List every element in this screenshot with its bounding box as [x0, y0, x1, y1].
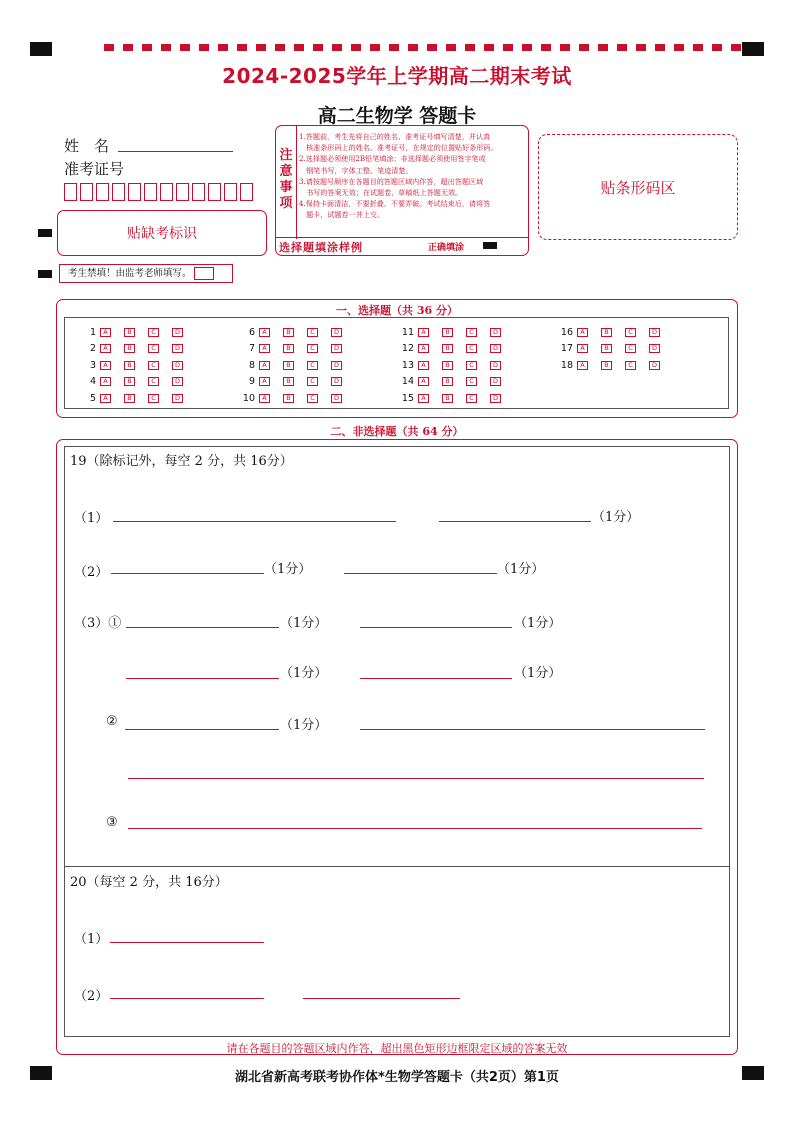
mcq-option-b[interactable]: B [283, 361, 294, 370]
mcq-option-a[interactable]: A [577, 328, 588, 337]
mcq-option-d[interactable]: D [331, 394, 342, 403]
points-label: （1分） [514, 616, 562, 631]
mcq-option-d[interactable]: D [490, 394, 501, 403]
answer-line[interactable] [128, 778, 704, 779]
answer-sheet-title: 高二生物学 答题卡 [317, 105, 477, 127]
exam-id-digit-box[interactable] [160, 183, 173, 201]
mcq-option-a[interactable]: A [259, 328, 270, 337]
mcq-option-b[interactable]: B [283, 377, 294, 386]
exam-title: 2024-2025学年上学期高二期末考试 [222, 64, 572, 88]
correct-fill-sample [483, 242, 497, 249]
answer-line[interactable] [439, 521, 591, 522]
mcq-question-number: 14 [401, 376, 414, 387]
mcq-option-b[interactable]: B [601, 328, 612, 337]
mcq-option-d[interactable]: D [490, 328, 501, 337]
mcq-option-d[interactable]: D [331, 377, 342, 386]
answer-line[interactable] [360, 729, 705, 730]
absent-sticker-area: 贴缺考标识 [57, 210, 267, 256]
answer-line[interactable] [111, 573, 264, 574]
mcq-option-d[interactable]: D [331, 328, 342, 337]
notice-item: 4.保持卡面清洁，不要折叠、不要弄破。考试结束后，请将答 [299, 199, 491, 209]
mcq-option-b[interactable]: B [124, 394, 135, 403]
mcq-option-c[interactable]: C [466, 344, 477, 353]
fill-sample-row [276, 237, 528, 255]
mcq-question-number: 15 [401, 392, 414, 404]
mcq-option-b[interactable]: B [601, 361, 612, 370]
mcq-option-a[interactable]: A [259, 377, 270, 386]
mcq-question-number: 12 [401, 343, 414, 354]
mcq-option-d[interactable]: D [490, 344, 501, 353]
mcq-question-number: 17 [560, 343, 573, 354]
mcq-option-d[interactable]: D [172, 394, 183, 403]
exam-id-digit-box[interactable] [144, 183, 157, 201]
mcq-option-c[interactable]: C [148, 328, 159, 337]
exam-id-digit-box[interactable] [208, 183, 221, 201]
mcq-option-b[interactable]: B [124, 328, 135, 337]
mcq-option-b[interactable]: B [124, 361, 135, 370]
barcode-area: 贴条形码区 [538, 134, 738, 240]
q19-part2-label: （2） [74, 565, 109, 580]
mcq-row [388, 393, 514, 403]
page-footer: 湖北省新高考联考协作体*生物学答题卡（共2页）第1页 [235, 1070, 559, 1085]
mcq-option-c[interactable]: C [466, 377, 477, 386]
mcq-option-b[interactable]: B [442, 394, 453, 403]
answer-line[interactable] [344, 573, 497, 574]
notice-item: 核准条形码上的姓名、准考证号，在规定的位置贴好条形码。 [299, 143, 498, 153]
mcq-row [388, 360, 514, 370]
mcq-question-number: 5 [89, 392, 96, 404]
name-label: 姓 名 [64, 137, 110, 155]
fill-sample-label: 选择题填涂样例 [279, 241, 363, 254]
mcq-option-c[interactable]: C [625, 344, 636, 353]
mcq-question-number: 1 [89, 326, 96, 338]
mcq-question-number: 6 [248, 326, 255, 338]
timing-track [104, 44, 744, 51]
mcq-option-c[interactable]: C [307, 344, 318, 353]
mcq-row [229, 327, 355, 337]
mcq-option-c[interactable]: C [148, 361, 159, 370]
question-20-panel [64, 866, 730, 1037]
mcq-option-d[interactable]: D [649, 328, 660, 337]
exam-id-label: 准考证号 [64, 160, 125, 178]
mcq-option-d[interactable]: D [490, 377, 501, 386]
mcq-option-c[interactable]: C [466, 394, 477, 403]
mcq-row [70, 377, 196, 387]
notice-item: 题卡，试题卷一并上交。 [299, 210, 385, 220]
notice-item: 2.选择题必须使用2B铅笔填涂；非选择题必须使用签字笔或 [299, 154, 486, 164]
mcq-option-a[interactable]: A [259, 361, 270, 370]
notice-item: 3.请按题号顺序在各题目的答题区域内作答，超出答题区域 [299, 176, 484, 186]
mcq-row [229, 377, 355, 387]
q20-part1-label: （1） [74, 932, 109, 947]
side-marker-1 [38, 229, 52, 237]
q19-part3b-label: ② [106, 714, 118, 729]
notice-heading: 注 意 事 项 [276, 126, 297, 239]
answer-line[interactable] [126, 627, 279, 628]
mcq-question-number: 7 [248, 343, 255, 354]
mcq-row [547, 327, 673, 337]
mcq-option-a[interactable]: A [100, 344, 111, 353]
mcq-option-a[interactable]: A [259, 344, 270, 353]
mcq-question-number: 16 [560, 326, 573, 338]
mcq-option-d[interactable]: D [172, 328, 183, 337]
notice-item: 1.答题前，考生先将自己的姓名、准考证号填写清楚，并认真 [299, 132, 491, 141]
mcq-row [388, 327, 514, 337]
exam-id-digit-box[interactable] [128, 183, 141, 201]
answer-line[interactable] [125, 729, 279, 730]
mcq-row [70, 393, 196, 403]
mcq-option-c[interactable]: C [307, 328, 318, 337]
notice-item: 钢笔书写，字体工整、笔迹清楚。 [299, 165, 413, 175]
mcq-question-number: 2 [89, 343, 96, 354]
points-label: （1分） [280, 616, 328, 631]
points-label: （1分） [280, 666, 328, 681]
answer-line[interactable] [110, 998, 264, 999]
points-label: （1分） [280, 718, 328, 733]
side-marker-2 [38, 270, 52, 278]
exam-id-digit-box[interactable] [240, 183, 253, 201]
exam-id-digit-box[interactable] [224, 183, 237, 201]
mcq-question-number: 8 [248, 359, 255, 371]
mcq-option-b[interactable]: B [442, 377, 453, 386]
notice-item: 书写的答案无效；在试题卷、草稿纸上答题无效。 [299, 188, 463, 198]
mcq-option-a[interactable]: A [100, 377, 111, 386]
mcq-row [229, 393, 355, 403]
mcq-option-d[interactable]: D [172, 361, 183, 370]
mcq-question-number: 9 [248, 376, 255, 387]
mcq-option-d[interactable]: D [490, 361, 501, 370]
q19-part3-label: （3）① [74, 616, 122, 631]
mcq-option-d[interactable]: D [331, 344, 342, 353]
notice-box [275, 125, 529, 256]
mcq-option-b[interactable]: B [442, 344, 453, 353]
answer-area-warning: 请在各题目的答题区域内作答，超出黑色矩形边框限定区域的答案无效 [226, 1042, 568, 1055]
mcq-row [388, 377, 514, 387]
name-field[interactable] [118, 151, 233, 152]
mcq-option-a[interactable]: A [577, 361, 588, 370]
mcq-option-b[interactable]: B [442, 328, 453, 337]
mcq-option-a[interactable]: A [100, 361, 111, 370]
mcq-option-c[interactable]: C [466, 361, 477, 370]
corner-marker-top-right [742, 42, 764, 56]
mcq-option-b[interactable]: B [283, 344, 294, 353]
mcq-option-c[interactable]: C [625, 361, 636, 370]
mcq-row [388, 344, 514, 354]
mcq-option-c[interactable]: C [307, 394, 318, 403]
mcq-option-a[interactable]: A [100, 394, 111, 403]
proctor-mark-box[interactable] [194, 267, 214, 280]
mcq-option-a[interactable]: A [418, 377, 429, 386]
mcq-option-c[interactable]: C [307, 377, 318, 386]
mcq-question-number: 4 [89, 376, 96, 387]
answer-line[interactable] [303, 998, 460, 999]
points-label: （1分） [264, 562, 312, 577]
mcq-question-number: 13 [401, 359, 414, 371]
q19-part1-label: （1） [74, 511, 109, 526]
mcq-option-a[interactable]: A [418, 328, 429, 337]
mcq-row [547, 344, 673, 354]
exam-id-digit-box[interactable] [192, 183, 205, 201]
exam-id-boxes[interactable] [64, 183, 256, 201]
q20-part2-label: （2） [74, 989, 109, 1004]
mcq-question-number: 11 [401, 326, 414, 338]
correct-fill-label: 正确填涂 [428, 243, 465, 253]
exam-id-digit-box[interactable] [112, 183, 125, 201]
mcq-option-d[interactable]: D [649, 344, 660, 353]
points-label: （1分） [592, 510, 640, 525]
answer-line[interactable] [126, 678, 279, 679]
points-label: （1分） [514, 666, 562, 681]
mcq-option-b[interactable]: B [283, 394, 294, 403]
mcq-row [70, 360, 196, 370]
mcq-option-a[interactable]: A [418, 344, 429, 353]
mcq-option-a[interactable]: A [418, 361, 429, 370]
question-20-header: 20（每空 2 分，共 16分） [70, 875, 228, 890]
answer-line[interactable] [128, 828, 702, 829]
mcq-option-b[interactable]: B [283, 328, 294, 337]
mcq-option-c[interactable]: C [148, 394, 159, 403]
mcq-option-c[interactable]: C [148, 377, 159, 386]
points-label: （1分） [497, 562, 545, 577]
mcq-option-a[interactable]: A [259, 394, 270, 403]
mcq-option-b[interactable]: B [442, 361, 453, 370]
exam-id-digit-box[interactable] [64, 183, 77, 201]
mcq-row [229, 344, 355, 354]
answer-line[interactable] [360, 627, 512, 628]
mcq-question-number: 3 [89, 359, 96, 371]
answer-line[interactable] [113, 521, 396, 522]
mcq-option-d[interactable]: D [331, 361, 342, 370]
mcq-option-c[interactable]: C [307, 361, 318, 370]
mcq-option-d[interactable]: D [649, 361, 660, 370]
mcq-option-a[interactable]: A [577, 344, 588, 353]
mcq-option-a[interactable]: A [100, 328, 111, 337]
mcq-option-d[interactable]: D [172, 344, 183, 353]
mcq-option-c[interactable]: C [625, 328, 636, 337]
mcq-option-c[interactable]: C [466, 328, 477, 337]
exam-id-digit-box[interactable] [176, 183, 189, 201]
mcq-option-b[interactable]: B [124, 377, 135, 386]
mcq-question-number: 10 [242, 392, 255, 404]
mcq-option-a[interactable]: A [418, 394, 429, 403]
mcq-option-b[interactable]: B [601, 344, 612, 353]
answer-line[interactable] [110, 942, 264, 943]
notice-list [299, 131, 527, 221]
mcq-row [547, 360, 673, 370]
section-2-title: 二、非选择题（共 64 分） [330, 425, 464, 438]
mcq-question-number: 18 [560, 359, 573, 371]
proctor-note-text: 考生禁填！由监考老师填写。 [68, 268, 192, 279]
section-1-title: 一、选择题（共 36 分） [336, 304, 458, 317]
mcq-option-b[interactable]: B [124, 344, 135, 353]
mcq-grid [64, 317, 729, 409]
answer-line[interactable] [360, 678, 512, 679]
question-19-header: 19（除标记外，每空 2 分，共 16分） [70, 454, 293, 469]
proctor-note [59, 264, 233, 283]
mcq-option-c[interactable]: C [148, 344, 159, 353]
mcq-option-d[interactable]: D [172, 377, 183, 386]
corner-marker-top-left [30, 42, 52, 56]
exam-id-digit-box[interactable] [96, 183, 109, 201]
mcq-row [229, 360, 355, 370]
q19-part3c-label: ③ [106, 815, 118, 830]
mcq-row [70, 344, 196, 354]
mcq-row [70, 327, 196, 337]
exam-id-digit-box[interactable] [80, 183, 93, 201]
